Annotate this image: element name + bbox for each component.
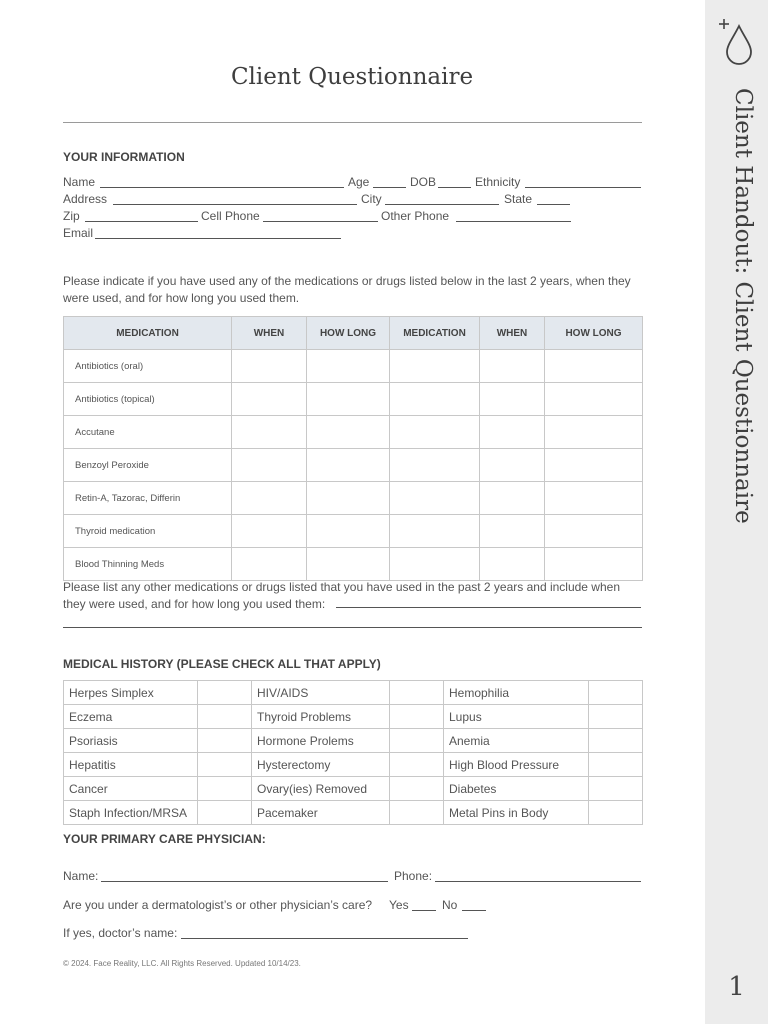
when-cell[interactable] — [480, 515, 545, 548]
condition-label: Pacemaker — [252, 801, 390, 825]
condition-label: Ovary(ies) Removed — [252, 777, 390, 801]
dob-label: DOB — [410, 175, 437, 189]
condition-checkbox[interactable] — [390, 729, 444, 753]
table-row — [64, 548, 643, 581]
condition-checkbox[interactable] — [589, 777, 643, 801]
medication-cell[interactable] — [390, 482, 480, 515]
condition-checkbox[interactable] — [589, 801, 643, 825]
how-long-cell[interactable] — [307, 383, 390, 416]
when-cell[interactable] — [480, 548, 545, 581]
table-row — [64, 482, 643, 515]
when-cell[interactable] — [480, 350, 545, 383]
table-row — [64, 729, 643, 753]
medication-name: Antibiotics (oral) — [64, 350, 232, 383]
condition-checkbox[interactable] — [589, 681, 643, 705]
no-field[interactable] — [462, 898, 486, 911]
condition-label: High Blood Pressure — [444, 753, 589, 777]
zip-field[interactable] — [85, 209, 198, 222]
table-row — [64, 383, 643, 416]
how-long-cell[interactable] — [545, 383, 643, 416]
condition-checkbox[interactable] — [589, 729, 643, 753]
table-row — [64, 777, 643, 801]
condition-label: Hepatitis — [64, 753, 198, 777]
physician-phone-field[interactable] — [435, 869, 641, 882]
when-cell[interactable] — [232, 449, 307, 482]
condition-label: Cancer — [64, 777, 198, 801]
when-cell[interactable] — [480, 383, 545, 416]
doctor-name-field[interactable] — [181, 926, 468, 939]
name-field[interactable] — [100, 175, 344, 188]
yes-field[interactable] — [412, 898, 436, 911]
when-cell[interactable] — [232, 416, 307, 449]
dob-field[interactable] — [438, 175, 471, 188]
sidebar-heading: Client Handout: Client Questionnaire — [730, 88, 756, 524]
other-phone-label: Other Phone — [381, 209, 450, 223]
other-medications-instructions: Please list any other medications or drugs listed that you have used in the past 2 years and include when they were used, and for how long you used them: — [63, 580, 620, 611]
info-row-3 — [63, 209, 643, 225]
yes-label: Yes — [389, 898, 409, 912]
medication-table-header — [64, 317, 643, 350]
how-long-header: HOW LONG — [545, 317, 643, 350]
medication-name: Retin-A, Tazorac, Differin — [64, 482, 232, 515]
table-row — [64, 449, 643, 482]
medication-name: Antibiotics (topical) — [64, 383, 232, 416]
page-number: 1 — [728, 972, 745, 1002]
medication-cell[interactable] — [390, 515, 480, 548]
how-long-cell[interactable] — [307, 482, 390, 515]
how-long-header: HOW LONG — [307, 317, 390, 350]
when-cell[interactable] — [232, 383, 307, 416]
medication-table — [63, 316, 643, 581]
medication-name: Benzoyl Peroxide — [64, 449, 232, 482]
city-field[interactable] — [385, 192, 499, 205]
ethnicity-label: Ethnicity — [475, 175, 521, 189]
info-row-2 — [63, 192, 643, 208]
medication-cell[interactable] — [390, 383, 480, 416]
condition-checkbox[interactable] — [390, 801, 444, 825]
physician-heading: YOUR PRIMARY CARE PHYSICIAN: — [63, 832, 266, 846]
state-label: State — [504, 192, 533, 206]
medication-instructions: Please indicate if you have used any of the medications or drugs listed below in the last 2 years, when they were used, and for how long you used them. — [63, 274, 631, 305]
how-long-cell[interactable] — [307, 449, 390, 482]
other-phone-field[interactable] — [456, 209, 571, 222]
medication-header: MEDICATION — [64, 317, 232, 350]
condition-label: Thyroid Problems — [252, 705, 390, 729]
medication-cell[interactable] — [390, 449, 480, 482]
email-field[interactable] — [95, 226, 341, 239]
plus-drop-icon — [714, 12, 754, 68]
how-long-cell[interactable] — [307, 515, 390, 548]
city-label: City — [361, 192, 382, 206]
doctor-name-label: If yes, doctor’s name: — [63, 926, 178, 940]
medication-header: MEDICATION — [390, 317, 480, 350]
condition-label: Anemia — [444, 729, 589, 753]
when-cell[interactable] — [232, 482, 307, 515]
physician-phone-label: Phone: — [394, 869, 433, 883]
how-long-cell[interactable] — [545, 416, 643, 449]
info-row-4 — [63, 226, 643, 242]
when-cell[interactable] — [480, 416, 545, 449]
condition-checkbox[interactable] — [390, 681, 444, 705]
condition-label: Eczema — [64, 705, 198, 729]
no-label: No — [442, 898, 458, 912]
condition-checkbox[interactable] — [198, 777, 252, 801]
table-row — [64, 705, 643, 729]
condition-checkbox[interactable] — [390, 753, 444, 777]
medication-cell[interactable] — [390, 416, 480, 449]
condition-checkbox[interactable] — [390, 705, 444, 729]
when-header: WHEN — [480, 317, 545, 350]
info-row-1 — [63, 175, 643, 191]
condition-label: Psoriasis — [64, 729, 198, 753]
age-field[interactable] — [373, 175, 406, 188]
physician-row — [63, 869, 643, 885]
medication-cell[interactable] — [390, 350, 480, 383]
condition-checkbox[interactable] — [198, 705, 252, 729]
how-long-cell[interactable] — [545, 482, 643, 515]
medical-history-heading: MEDICAL HISTORY (PLEASE CHECK ALL THAT APPLY) — [63, 657, 381, 671]
cell-phone-field[interactable] — [263, 209, 378, 222]
table-row — [64, 515, 643, 548]
how-long-cell[interactable] — [545, 515, 643, 548]
condition-label: Lupus — [444, 705, 589, 729]
condition-label: Herpes Simplex — [64, 681, 198, 705]
address-field[interactable] — [113, 192, 357, 205]
condition-checkbox[interactable] — [589, 753, 643, 777]
title-divider — [63, 122, 642, 123]
medication-cell[interactable] — [390, 548, 480, 581]
medication-name: Blood Thinning Meds — [64, 548, 232, 581]
zip-label: Zip — [63, 209, 80, 223]
state-field[interactable] — [537, 192, 570, 205]
medication-name: Accutane — [64, 416, 232, 449]
page-title: Client Questionnaire — [230, 64, 474, 90]
other-medications-field-1[interactable] — [336, 595, 641, 608]
ethnicity-field[interactable] — [525, 175, 641, 188]
when-cell[interactable] — [480, 449, 545, 482]
name-label: Name — [63, 175, 96, 189]
address-label: Address — [63, 192, 108, 206]
condition-checkbox[interactable] — [589, 705, 643, 729]
medical-history-table — [63, 680, 643, 825]
when-cell[interactable] — [232, 548, 307, 581]
table-row — [64, 350, 643, 383]
condition-label: Staph Infection/MRSA — [64, 801, 198, 825]
condition-checkbox[interactable] — [198, 681, 252, 705]
when-header: WHEN — [232, 317, 307, 350]
dermatologist-question: Are you under a dermatologist’s or other physician’s care? — [63, 898, 373, 912]
physician-name-field[interactable] — [101, 869, 388, 882]
how-long-cell[interactable] — [307, 548, 390, 581]
physician-name-label: Name: — [63, 869, 99, 883]
how-long-cell[interactable] — [307, 350, 390, 383]
email-label: Email — [63, 226, 94, 240]
dermatologist-row — [63, 898, 643, 914]
condition-label: HIV/AIDS — [252, 681, 390, 705]
condition-label: Metal Pins in Body — [444, 801, 589, 825]
how-long-cell[interactable] — [307, 416, 390, 449]
medication-name: Thyroid medication — [64, 515, 232, 548]
condition-checkbox[interactable] — [390, 777, 444, 801]
age-label: Age — [348, 175, 370, 189]
how-long-cell[interactable] — [545, 449, 643, 482]
table-row — [64, 753, 643, 777]
table-row — [64, 801, 643, 825]
when-cell[interactable] — [232, 515, 307, 548]
cell-phone-label: Cell Phone — [201, 209, 260, 223]
condition-label: Hemophilia — [444, 681, 589, 705]
table-row — [64, 681, 643, 705]
condition-checkbox[interactable] — [198, 801, 252, 825]
when-cell[interactable] — [480, 482, 545, 515]
condition-checkbox[interactable] — [198, 729, 252, 753]
condition-label: Hysterectomy — [252, 753, 390, 777]
condition-checkbox[interactable] — [198, 753, 252, 777]
condition-label: Hormone Prolems — [252, 729, 390, 753]
table-row — [64, 416, 643, 449]
copyright-footer: © 2024. Face Reality, LLC. All Rights Reserved. Updated 10/14/23. — [63, 959, 301, 968]
doctor-name-row — [63, 926, 643, 942]
your-information-heading: YOUR INFORMATION — [63, 150, 185, 164]
how-long-cell[interactable] — [545, 350, 643, 383]
other-medications-field-2[interactable] — [63, 627, 642, 628]
condition-label: Diabetes — [444, 777, 589, 801]
how-long-cell[interactable] — [545, 548, 643, 581]
when-cell[interactable] — [232, 350, 307, 383]
